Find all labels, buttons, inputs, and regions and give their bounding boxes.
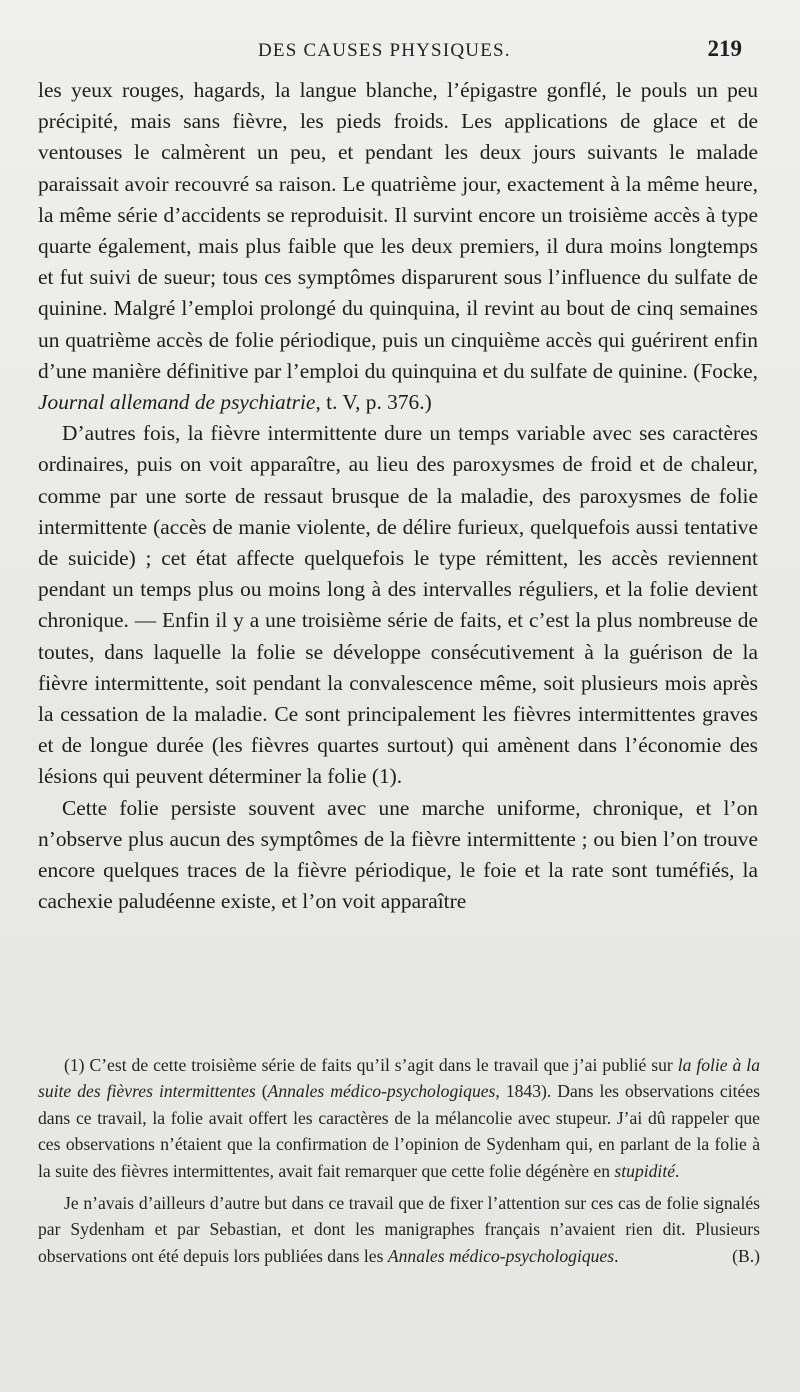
citation-reference: , t. V, p. 376.) (315, 390, 432, 415)
paragraph: D’autres fois, la fièvre intermittente dure un temps variable avec ses caractères ordinaires, puis on voit apparaître, au lieu des paroxysmes de froid et de chaleur, comme par une sorte de ressaut brusque de la maladie, des paroxysmes de folie intermittente (accès de manie violente, de délire furieux, quelquefois aussi tentative de suicide) ; cet état affecte quelquefois le type rémittent, les accès reviennent pendant un temps plus ou moins long à des intervalles réguliers, et la folie devient chronique. — Enfin il y a une troisième série de faits, et c’est la plus nombreuse de toutes, dans laquelle la folie se développe consécutivement à la guérison de la fièvre intermittente, soit pendant la convalescence même, soit plusieurs mois après la cessation de la maladie. Ce sont principalement les fièvres intermittentes graves et de longue durée (les fièvres quartes surtout) qui amènent dans l’économie des lésions qui peuvent déterminer la folie (1). (38, 421, 758, 789)
journal-title: Annales médico-psychologiques (267, 1081, 496, 1102)
page-header (0, 36, 800, 68)
footnote-1 (38, 1052, 760, 1184)
journal-title: Annales médico-psychologiques (387, 1245, 615, 1266)
emphasized-term: stupidité (614, 1160, 676, 1181)
footnote-text: ( (255, 1081, 268, 1102)
footnote-text: . (614, 1245, 619, 1266)
footnote-text: , 1843). Dans les observations citées dans ce travail, la folie avait offert les caractères de la mélancolie avec stupeur. J’ai dû rappeler que ces observations n’étaient que la confirmation de l’opinion de Sydenham qui, en parlant de la folie à la suite des fièvres intermittentes, avait fait remarquer que cette folie dégénère en (38, 1081, 760, 1181)
footnote-signature: (B.) (732, 1245, 760, 1266)
footnote-text: . (675, 1160, 680, 1181)
paragraph-text: les yeux rouges, hagards, la langue blanche, l’épigastre gonflé, le pouls un peu précipité, mais sans fièvre, les pieds froids. Les applications de glace et de ventouses le calmèrent un peu, et pendant les deux jours suivants le malade paraissait avoir recouvré sa raison. Le quatrième jour, exactement à la même heure, la même série d’accidents se reproduisit. Il survint encore un troisième accès à type quarte également, mais plus faible que les deux premiers, il dura moins longtemps et fut suivi de sueur; tous ces symptômes disparurent sous l’influence du sulfate de quinine. Malgré l’emploi prolongé du quinquina, il revint au bout de cinq semaines un quatrième accès de folie périodique, puis un cinquième accès qui guérirent enfin d’une manière définitive par l’emploi du quinquina et du sulfate de quinine. (Focke, (38, 78, 758, 383)
paragraph-continued (38, 75, 758, 418)
main-text (38, 75, 758, 917)
work-title: la folie à la suite des fièvres intermittentes (38, 1055, 760, 1102)
footnotes (38, 1052, 760, 1269)
running-head: DES CAUSES PHYSIQUES. (258, 40, 511, 61)
page-number: 219 (707, 36, 742, 61)
footnote-text: Je n’avais d’ailleurs d’autre but dans ce travail que de fixer l’attention sur ces cas de folie signalés par Sydenham et par Sebastian, et dont les manigraphes français n’avaient rien dit. Plusieurs observations ont été depuis lors publiées dans les (38, 1193, 760, 1266)
paragraph: Cette folie persiste souvent avec une marche uniforme, chronique, et l’on n’observe plus aucun des symptômes de la fièvre intermittente ; ou bien l’on trouve encore quelques traces de la fièvre périodique, le foie et la rate sont tuméfiés, la cachexie paludéenne existe, et l’on voit apparaître (38, 795, 758, 914)
footnote-continuation (38, 1190, 760, 1269)
footnote-text: (1) C’est de cette troisième série de faits qu’il s’agit dans le travail que j’ai publié sur (64, 1055, 678, 1075)
journal-citation: Journal allemand de psychiatrie (38, 390, 316, 415)
